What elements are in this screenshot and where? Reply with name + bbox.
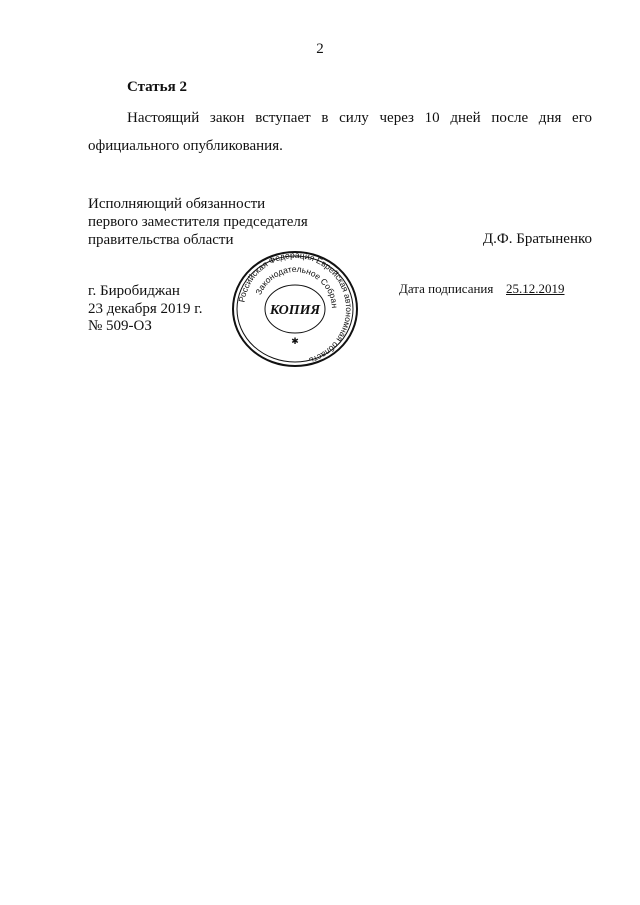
article-heading: Статья 2	[127, 79, 187, 95]
stamp-star-icon: ✱	[291, 337, 299, 347]
signer-title	[88, 195, 308, 249]
article-text-line-2: официального опубликования.	[88, 138, 283, 154]
stamp-outer-text: Российская Федерация Еврейская автономная область	[236, 250, 355, 366]
signing-date-label: Дата подписания	[399, 281, 494, 296]
law-date: 23 декабря 2019 г.	[88, 300, 203, 317]
signer-name: Д.Ф. Братыненко	[482, 231, 592, 247]
official-stamp	[230, 250, 360, 368]
signer-title-line-2: первого заместителя председателя	[88, 214, 308, 230]
signer-title-line-3: правительства области	[88, 232, 234, 248]
stamp-center-text: КОПИЯ	[269, 303, 321, 318]
place-and-number	[88, 283, 203, 336]
stamp-inner-text: Законодательное Собран	[253, 263, 341, 309]
city: г. Биробиджан	[88, 283, 180, 299]
signer-title-line-1: Исполняющий обязанности	[88, 196, 266, 212]
signing-date-value: 25.12.2019	[506, 281, 565, 296]
article-text-line-1: Настоящий закон вступает в силу через 10 дней после дня его	[127, 110, 592, 126]
law-number: № 509-ОЗ	[88, 318, 152, 334]
stamp-seal	[230, 250, 360, 368]
article-body	[88, 104, 592, 160]
page-number: 2	[316, 41, 324, 57]
